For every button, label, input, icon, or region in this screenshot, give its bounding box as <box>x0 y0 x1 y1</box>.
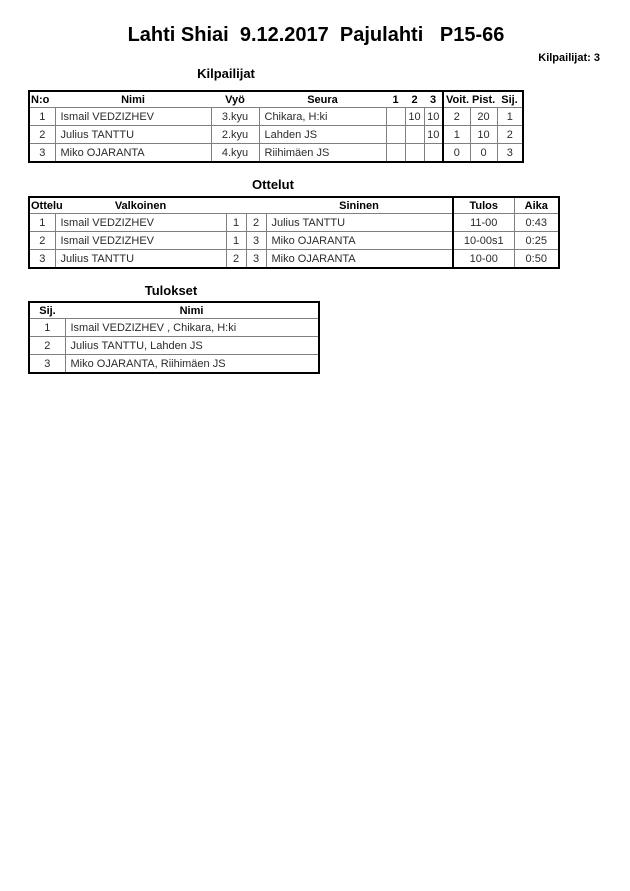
col-header-round3: 3 <box>429 93 437 106</box>
cell-white-name: Julius TANTTU <box>55 250 226 269</box>
kilpailijat-table <box>28 90 524 163</box>
cell-score: 10-00s1 <box>453 232 514 250</box>
cell-white-number: 1 <box>226 214 246 232</box>
cell-competitor: Julius TANTTU, Lahden JS <box>65 337 319 355</box>
cell-voit: 1 <box>443 126 470 144</box>
col-header-white-number <box>226 197 246 214</box>
col-header-sij: Sij. <box>501 93 518 106</box>
cell-round1 <box>386 108 405 126</box>
cell-place: 1 <box>29 319 65 337</box>
cell-score: 10-00 <box>453 250 514 269</box>
cell-time: 0:43 <box>514 214 559 232</box>
cell-vyo: 3.kyu <box>211 108 259 126</box>
cell-white-name: Ismail VEDZIZHEV <box>55 232 226 250</box>
tulokset-row <box>29 355 319 374</box>
cell-nimi: Ismail VEDZIZHEV <box>55 108 211 126</box>
cell-seura: Lahden JS <box>259 126 386 144</box>
tulokset-row <box>29 337 319 355</box>
cell-round3: 10 <box>424 108 443 126</box>
col-header-nimi: Nimi <box>121 93 145 106</box>
cell-blue-number: 3 <box>246 250 266 269</box>
col-header-nimi: Nimi <box>179 304 204 317</box>
page-title: Lahti Shiai 9.12.2017 Pajulahti P15-66 <box>127 24 505 46</box>
cell-voit: 0 <box>443 144 470 163</box>
cell-vyo: 2.kyu <box>211 126 259 144</box>
col-header-blue-number <box>246 197 266 214</box>
cell-match-number: 2 <box>29 232 55 250</box>
cell-match-number: 3 <box>29 250 55 269</box>
tulokset-header-row <box>29 302 319 319</box>
cell-time: 0:50 <box>514 250 559 269</box>
tulokset-row <box>29 319 319 337</box>
cell-round2 <box>405 144 424 163</box>
col-header-sininen: Sininen <box>339 199 379 212</box>
cell-sij: 3 <box>497 144 523 163</box>
cell-seura: Chikara, H:ki <box>259 108 386 126</box>
cell-white-number: 2 <box>226 250 246 269</box>
cell-seura: Riihimäen JS <box>259 144 386 163</box>
col-header-valkoinen: Valkoinen <box>114 199 167 212</box>
col-header-pist: Pist. <box>472 93 496 106</box>
cell-blue-number: 2 <box>246 214 266 232</box>
cell-round2: 10 <box>405 108 424 126</box>
col-header-sij: Sij. <box>39 304 56 317</box>
ottelut-row <box>29 232 559 250</box>
cell-no: 3 <box>29 144 55 163</box>
col-header-tulos: Tulos <box>453 197 514 214</box>
col-header-voit: Voit. <box>443 91 470 108</box>
cell-score: 11-00 <box>453 214 514 232</box>
cell-round3: 10 <box>424 126 443 144</box>
col-header-round1: 1 <box>392 93 399 106</box>
competitor-count-label: Kilpailijat: 3 <box>538 52 600 64</box>
cell-sij: 2 <box>497 126 523 144</box>
cell-no: 2 <box>29 126 55 144</box>
cell-blue-name: Julius TANTTU <box>266 214 453 232</box>
col-header-vyo: Vyö <box>225 93 245 106</box>
section-heading-kilpailijat: Kilpailijat <box>197 66 255 81</box>
cell-pist: 20 <box>470 108 497 126</box>
cell-sij: 1 <box>497 108 523 126</box>
cell-round1 <box>386 144 405 163</box>
cell-place: 3 <box>29 355 65 374</box>
col-header-no: N:o <box>31 93 50 106</box>
cell-blue-name: Miko OJARANTA <box>266 232 453 250</box>
cell-time: 0:25 <box>514 232 559 250</box>
cell-competitor: Ismail VEDZIZHEV , Chikara, H:ki <box>65 319 319 337</box>
cell-match-number: 1 <box>29 214 55 232</box>
cell-vyo: 4.kyu <box>211 144 259 163</box>
col-header-seura: Seura <box>307 93 338 106</box>
cell-round2 <box>405 126 424 144</box>
col-header-round2: 2 <box>411 93 418 106</box>
cell-no: 1 <box>29 108 55 126</box>
cell-place: 2 <box>29 337 65 355</box>
cell-competitor: Miko OJARANTA, Riihimäen JS <box>65 355 319 374</box>
cell-white-name: Ismail VEDZIZHEV <box>55 214 226 232</box>
ottelut-table <box>28 196 560 269</box>
ottelut-header-row <box>29 197 559 214</box>
ottelut-row <box>29 214 559 232</box>
cell-round1 <box>386 126 405 144</box>
section-heading-tulokset: Tulokset <box>144 283 198 298</box>
kilpailijat-row <box>29 126 523 144</box>
col-header-aika: Aika <box>514 197 559 214</box>
cell-blue-name: Miko OJARANTA <box>266 250 453 269</box>
col-header-ottelu: Ottelu <box>31 199 63 212</box>
cell-voit: 2 <box>443 108 470 126</box>
cell-nimi: Miko OJARANTA <box>55 144 211 163</box>
ottelut-row <box>29 250 559 269</box>
cell-nimi: Julius TANTTU <box>55 126 211 144</box>
tulokset-table <box>28 301 320 374</box>
kilpailijat-row <box>29 144 523 163</box>
kilpailijat-row <box>29 108 523 126</box>
cell-pist: 10 <box>470 126 497 144</box>
cell-round3 <box>424 144 443 163</box>
kilpailijat-header-row <box>29 91 523 108</box>
section-heading-ottelut: Ottelut <box>252 177 294 192</box>
cell-pist: 0 <box>470 144 497 163</box>
cell-blue-number: 3 <box>246 232 266 250</box>
cell-white-number: 1 <box>226 232 246 250</box>
